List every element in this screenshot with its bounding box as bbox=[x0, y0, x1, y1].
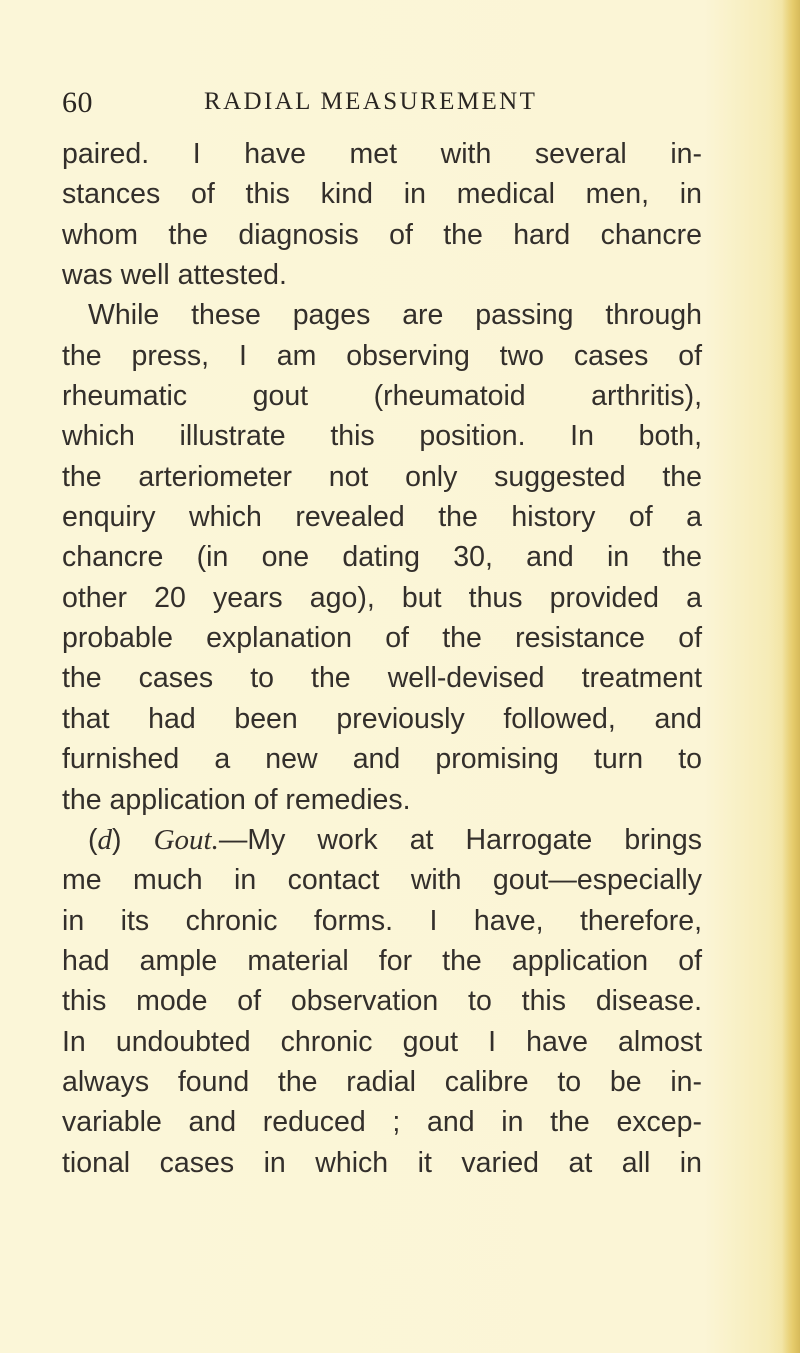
text-line: that had been previously followed, and bbox=[62, 702, 702, 735]
body-text bbox=[62, 134, 702, 1183]
text-line: whom the diagnosis of the hard chancre bbox=[62, 218, 702, 251]
text-line: enquiry which revealed the history of a bbox=[62, 501, 702, 534]
section-label: d bbox=[97, 823, 112, 856]
text-line: the application of remedies. bbox=[62, 783, 411, 816]
text-line: the press, I am observing two cases of bbox=[62, 339, 702, 372]
text-line: in its chronic forms. I have, therefore, bbox=[62, 904, 702, 937]
text-line: stances of this kind in medical men, in bbox=[62, 178, 702, 211]
text-line: other 20 years ago), but thus provided a bbox=[62, 581, 702, 614]
text-line: tional cases in which it varied at all in bbox=[62, 1146, 702, 1179]
section-heading-line bbox=[62, 820, 702, 860]
text-line: the cases to the well-devised treatment bbox=[62, 662, 702, 695]
text-line: which illustrate this position. In both, bbox=[62, 420, 702, 453]
text-line: furnished a new and promising turn to bbox=[62, 743, 702, 776]
text-line: In undoubted chronic gout I have almost bbox=[62, 1025, 702, 1058]
text-line: rheumatic gout (rheumatoid arthritis), bbox=[62, 380, 702, 413]
text-line: probable explanation of the resistance of bbox=[62, 622, 702, 655]
page-number: 60 bbox=[62, 86, 93, 119]
text-line: always found the radial calibre to be in- bbox=[62, 1065, 702, 1098]
text-line: the arteriometer not only suggested the bbox=[62, 460, 702, 493]
page-edge-shadow bbox=[782, 0, 800, 1353]
text-line: chancre (in one dating 30, and in the bbox=[62, 541, 702, 574]
text-line: paired. I have met with several in- bbox=[62, 138, 702, 170]
section-heading: Gout. bbox=[153, 823, 219, 856]
text-line: was well attested. bbox=[62, 259, 287, 292]
section-label-close: ) bbox=[112, 823, 122, 856]
running-head: RADIAL MEASUREMENT bbox=[204, 88, 538, 115]
text-line: this mode of observation to this disease. bbox=[62, 985, 702, 1018]
text-line: While these pages are passing through bbox=[88, 299, 702, 332]
text-line: me much in contact with gout—especially bbox=[62, 864, 702, 897]
text-line: had ample material for the application of bbox=[62, 944, 702, 977]
section-label-open: ( bbox=[88, 823, 98, 856]
text-line: variable and reduced ; and in the excep- bbox=[62, 1106, 702, 1139]
section-heading-text: —My work at Harrogate brings bbox=[218, 823, 702, 856]
page-header bbox=[62, 86, 702, 132]
